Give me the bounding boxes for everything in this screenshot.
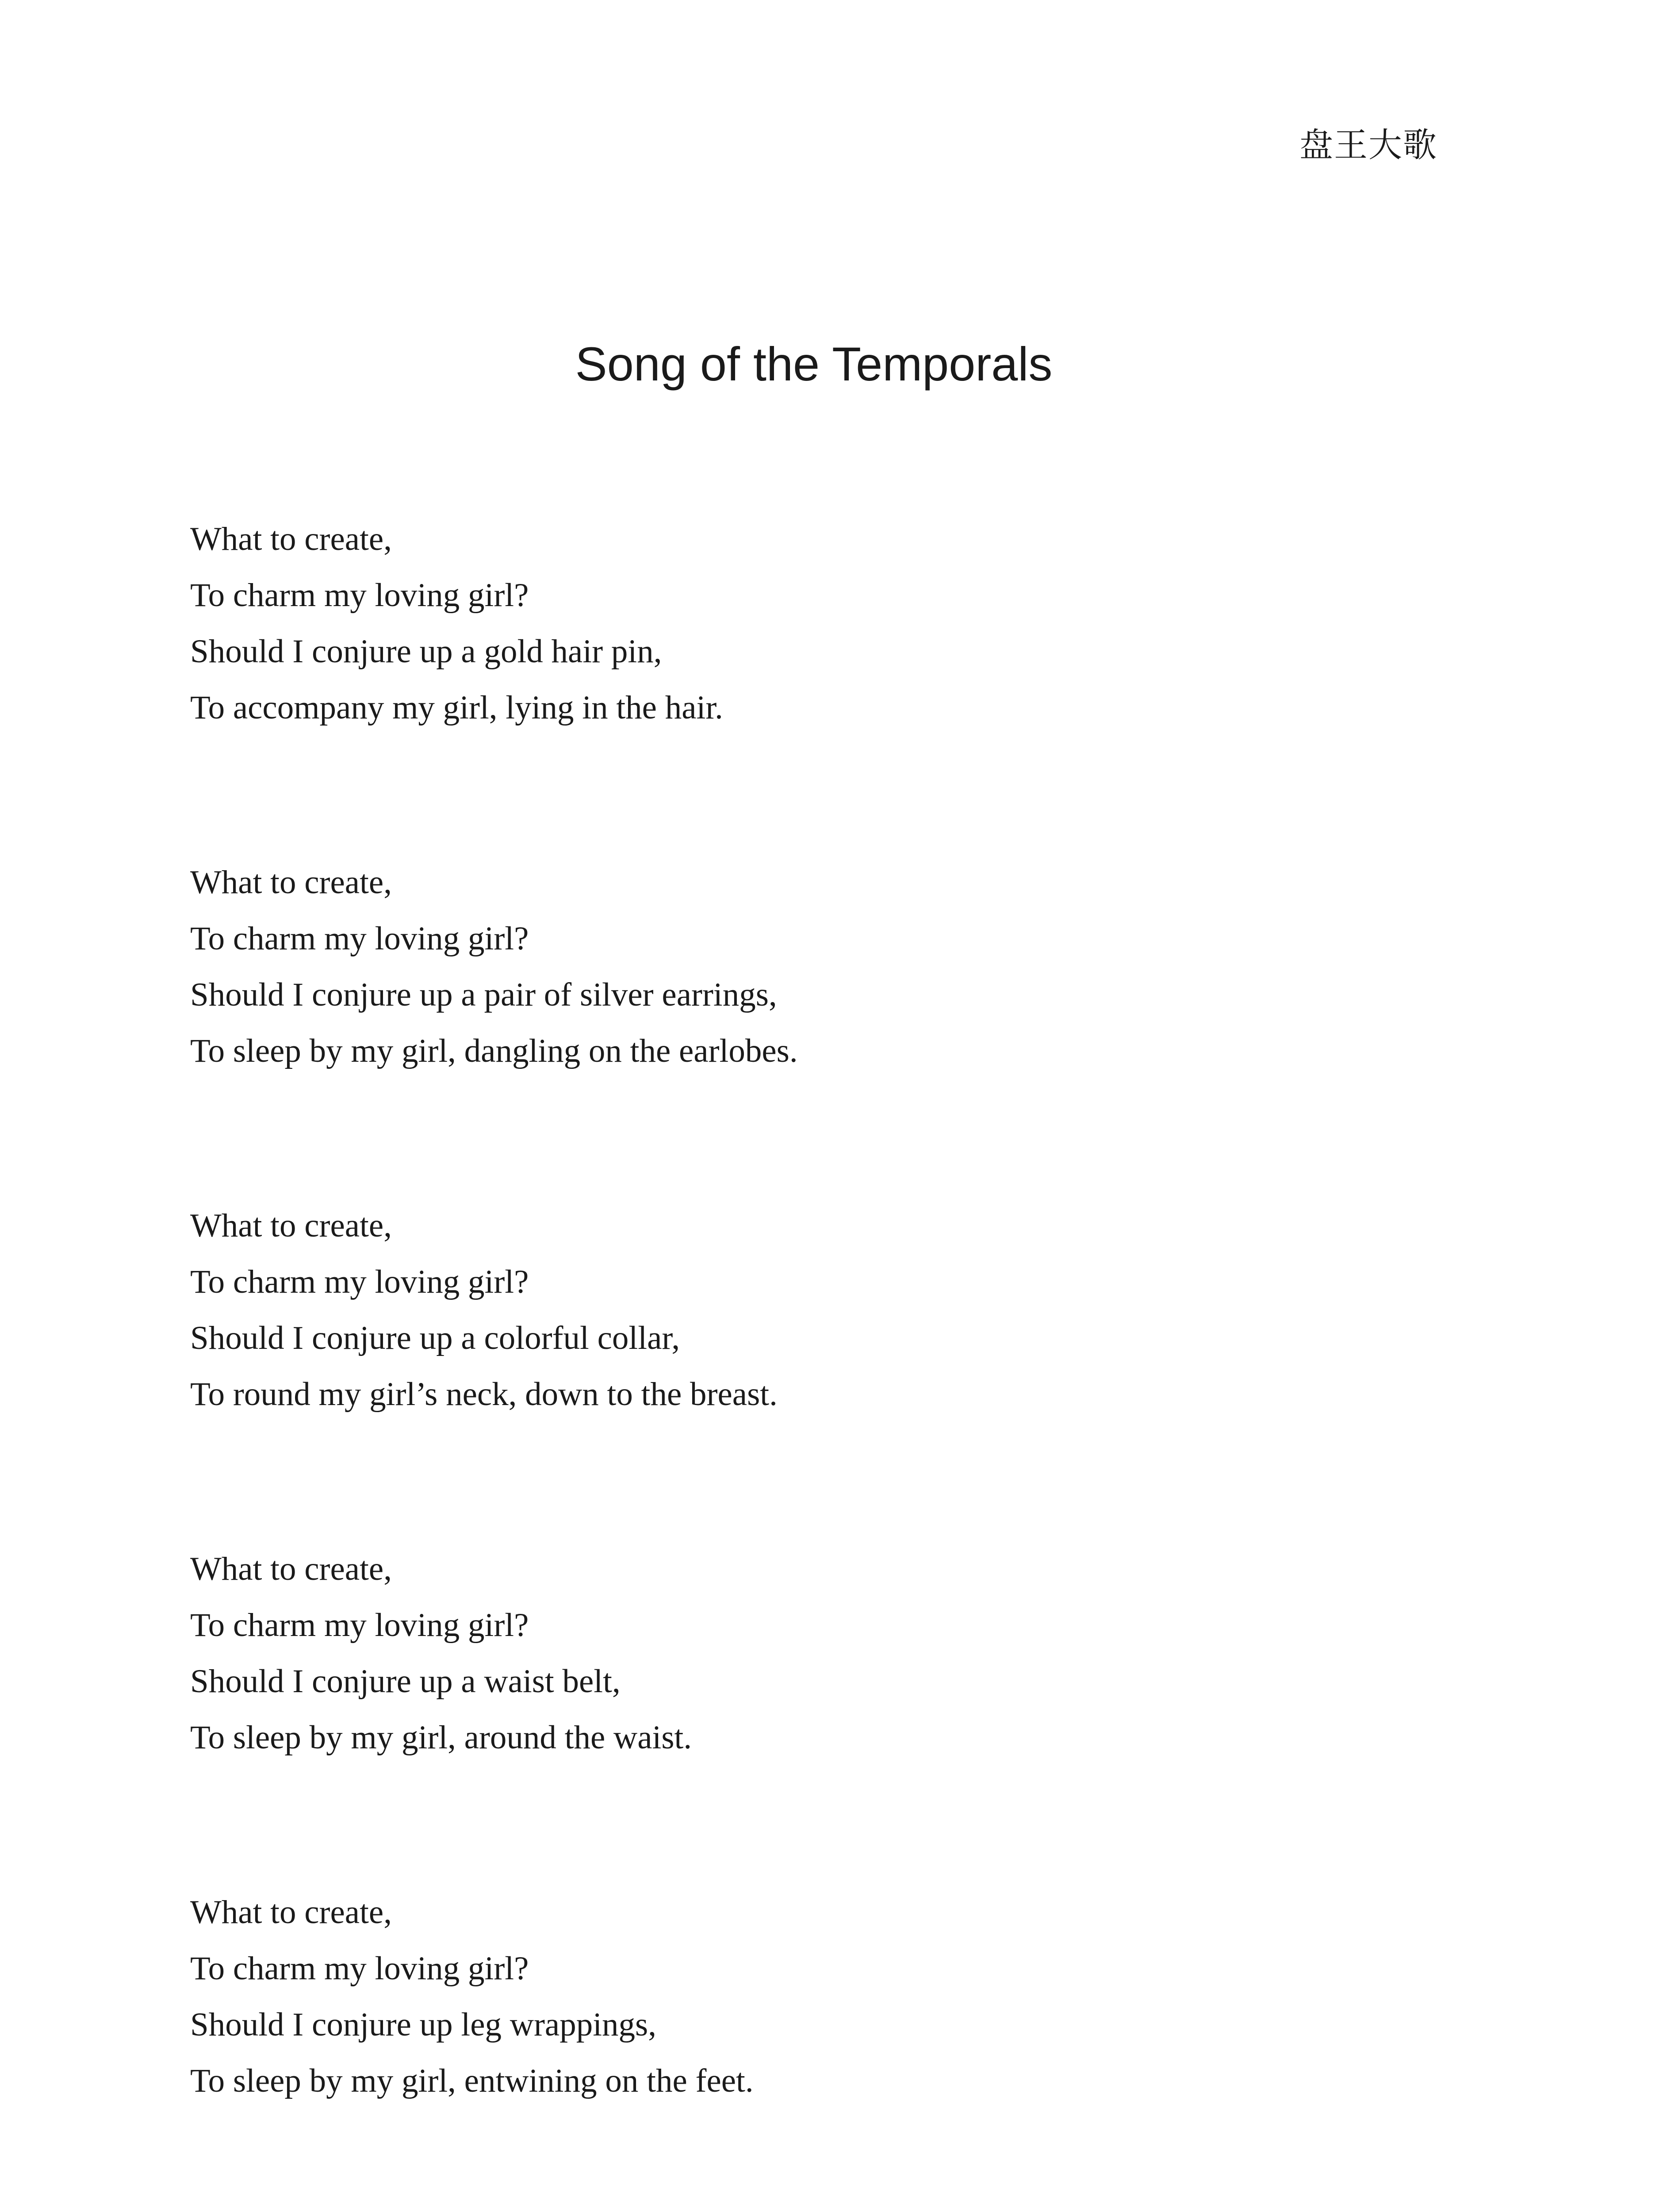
poem-line: To accompany my girl, lying in the hair.	[190, 689, 723, 726]
poem-line: What to create,	[190, 1894, 392, 1931]
poem-line: To round my girl’s neck, down to the breast.	[190, 1376, 778, 1413]
poem-title: Song of the Temporals	[575, 337, 1053, 391]
stanza-3	[190, 1198, 1429, 1422]
poem-line: What to create,	[190, 521, 392, 557]
poem-line: Should I conjure up a gold hair pin,	[190, 633, 662, 670]
poem-line: To charm my loving girl?	[190, 920, 529, 957]
poem-line: To charm my loving girl?	[190, 1263, 529, 1300]
poem-line: To charm my loving girl?	[190, 1950, 529, 1987]
stanza-5	[190, 1884, 1429, 2109]
poem-line: To charm my loving girl?	[190, 577, 529, 614]
poem-line: What to create,	[190, 1207, 392, 1244]
running-header: 盘王大歌	[1299, 125, 1437, 165]
poem-body	[190, 511, 1429, 2212]
poem-line: Should I conjure up leg wrappings,	[190, 2006, 656, 2043]
poem-line: Should I conjure up a colorful collar,	[190, 1320, 680, 1356]
poem-line: To sleep by my girl, entwining on the feet.	[190, 2062, 754, 2099]
poem-line: To charm my loving girl?	[190, 1607, 529, 1644]
stanza-2	[190, 854, 1429, 1079]
poem-line: What to create,	[190, 864, 392, 901]
stanza-1	[190, 511, 1429, 736]
poem-line: What to create,	[190, 1551, 392, 1587]
poem-line: To sleep by my girl, around the waist.	[190, 1719, 692, 1756]
stanza-4	[190, 1541, 1429, 1766]
poem-line: Should I conjure up a waist belt,	[190, 1663, 621, 1700]
poem-line: Should I conjure up a pair of silver earrings,	[190, 976, 777, 1013]
poem-line: To sleep by my girl, dangling on the earlobes.	[190, 1033, 798, 1069]
